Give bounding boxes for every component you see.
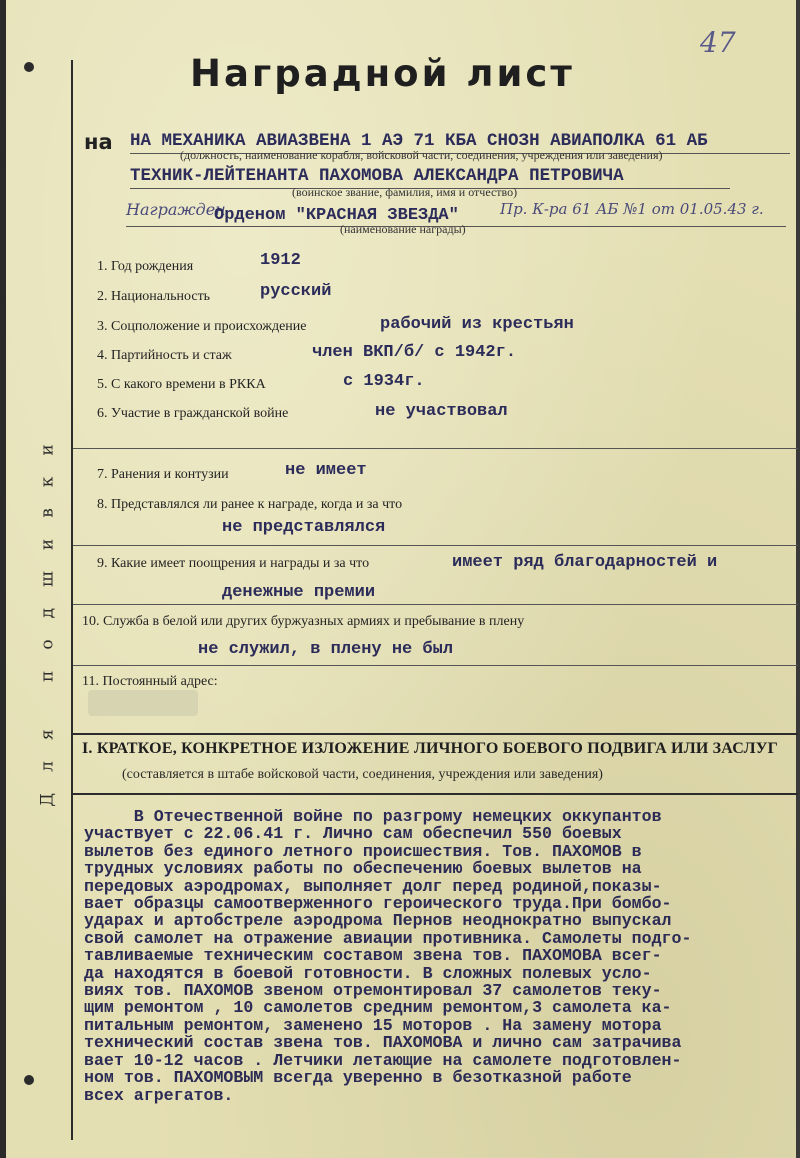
narrative-line: питальным ремонтом, заменено 15 моторов . На замену мотора <box>84 1015 662 1035</box>
narrative-line: технический состав звена тов. ПАХОМОВА и лично сам затрачива <box>84 1033 682 1053</box>
q2-label: 2. Национальность <box>97 289 211 304</box>
punch-hole-bottom <box>24 1075 34 1085</box>
narrative-line: свой самолет на отражение авиации противника. Самолеты подго- <box>84 928 692 948</box>
narrative-line: вылетов без единого летного происшествия. Тов. ПАХОМОВ в <box>84 841 642 861</box>
narrative-line: участвует с 22.06.41 г. Лично сам обеспечил 550 боевых <box>84 824 622 844</box>
page-edge-right <box>796 0 800 1158</box>
q5-label: 5. С какого времени в РККА <box>97 377 266 392</box>
narrative-line: трудных условиях работы по обеспечению боевых вылетов на <box>84 859 642 879</box>
q9-answer-cont: денежные премии <box>222 583 376 602</box>
q10-label: 10. Служба в белой или других буржуазных армиях и пребывание в плену <box>82 614 525 629</box>
narrative-line: ударах и артобстреле аэродрома Пернов неоднократно выпускал <box>84 911 672 931</box>
row-divider-10 <box>73 665 798 666</box>
row-divider-9 <box>73 604 798 605</box>
section-title: I. КРАТКОЕ, КОНКРЕТНОЕ ИЗЛОЖЕНИЕ ЛИЧНОГО БОЕВОГО ПОДВИГА ИЛИ ЗАСЛУГ <box>82 740 779 757</box>
q9-label: 9. Какие имеет поощрения и награды и за что <box>97 556 370 571</box>
q6-answer: не участвовал <box>375 402 508 421</box>
narrative-line: тавливаемые техническим составом звена тов. ПАХОМОВА всег- <box>84 946 662 966</box>
q1-label: 1. Год рождения <box>97 259 194 274</box>
narrative-line: ном тов. ПАХОМОВЫМ всегда уверенно в безотказной работе <box>84 1068 632 1088</box>
q11-label: 11. Постоянный адрес: <box>82 674 218 689</box>
q7-label: 7. Ранения и контузии <box>97 467 229 482</box>
narrative-line: щим ремонтом , 10 самолетов средним ремонтом,3 самолета ка- <box>84 998 672 1018</box>
row-divider-8 <box>73 545 798 546</box>
binding-margin-line <box>71 60 73 1140</box>
award-handwritten: Награжден <box>126 200 226 219</box>
unit-line: НА МЕХАНИКА АВИАЗВЕНА 1 АЭ 71 КБА СНОЗН АВИАПОЛКА 61 АБ <box>130 131 708 151</box>
q1-answer: 1912 <box>260 251 301 270</box>
q10-answer: не служил, в плену не был <box>198 640 454 659</box>
section-divider-bottom <box>73 793 798 795</box>
q2-answer: русский <box>260 282 332 301</box>
redacted-address <box>88 690 198 716</box>
q3-answer: рабочий из крестьян <box>380 315 574 334</box>
award-caption: (наименование награды) <box>340 222 466 236</box>
q9-answer: имеет ряд благодарностей и <box>452 553 718 572</box>
narrative-line: всех агрегатов. <box>84 1085 234 1105</box>
punch-hole-top <box>24 62 34 72</box>
narrative-line: вает образцы самоотверженного героического труда.При бомбо- <box>84 894 672 914</box>
q8-label: 8. Представлялся ли ранее к награде, когда и за что <box>97 497 403 512</box>
page-edge-left <box>0 0 6 1158</box>
binding-side-text: Для подшивки <box>38 423 59 807</box>
narrative-text <box>84 808 784 1104</box>
q4-answer: член ВКП/б/ с 1942г. <box>312 343 517 362</box>
page-number: 47 <box>700 26 736 59</box>
q4-label: 4. Партийность и стаж <box>97 348 232 363</box>
narrative-line: виях тов. ПАХОМОВ звеном отремонтировал 37 самолетов теку- <box>84 981 662 1001</box>
q6-label: 6. Участие в гражданской войне <box>97 406 289 421</box>
narrative-line: вает 10-12 часов . Летчики летающие на самолете подготовлен- <box>84 1050 682 1070</box>
unit-caption: (должность, наименование корабля, войсковой части, соединения, учреждения или заведения) <box>180 148 663 162</box>
document-title: Наградной лист <box>190 52 575 95</box>
award-order-handwritten: Пр. К-ра 61 АБ №1 от 01.05.43 г. <box>500 200 764 218</box>
narrative-line: В Отечественной войне по разгрому немецких оккупантов <box>84 807 662 826</box>
q8-answer: не представлялся <box>222 518 386 537</box>
section-subtitle: (составляется в штабе войсковой части, соединения, учреждения или заведения) <box>122 767 603 782</box>
section-divider-top <box>73 733 798 735</box>
person-line: ТЕХНИК-ЛЕЙТЕНАНТА ПАХОМОВА АЛЕКСАНДРА ПЕТРОВИЧА <box>130 166 624 186</box>
q3-label: 3. Соцположение и происхождение <box>97 319 307 334</box>
row-divider-6 <box>73 448 798 449</box>
na-label: на <box>84 130 113 154</box>
q5-answer: с 1934г. <box>343 372 425 391</box>
narrative-line: передовых аэродромах, выполняет долг перед родиной,показы- <box>84 876 662 896</box>
q7-answer: не имеет <box>285 461 367 480</box>
person-caption: (воинское звание, фамилия, имя и отчество) <box>292 185 518 199</box>
award-typed: Орденом "КРАСНАЯ ЗВЕЗДА" <box>214 206 459 225</box>
narrative-line: да находятся в боевой готовности. В сложных полевых усло- <box>84 963 652 983</box>
